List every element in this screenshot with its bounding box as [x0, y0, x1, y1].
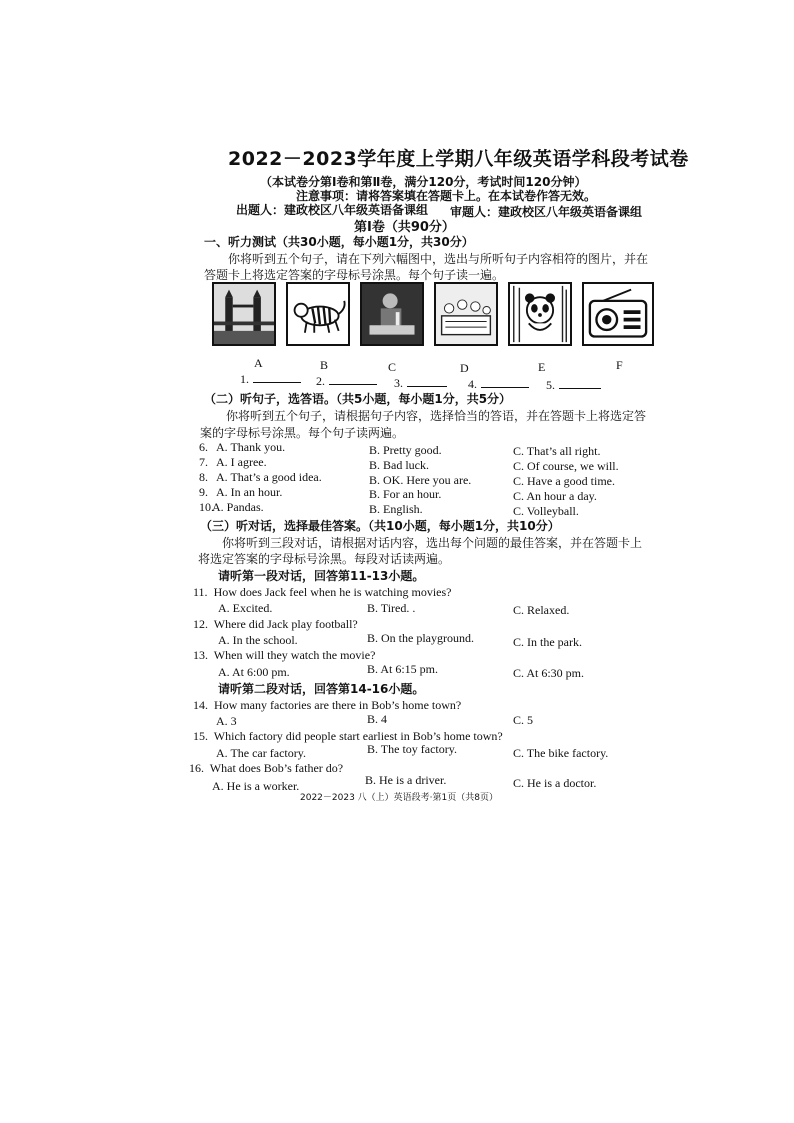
question-10-number: 10. — [199, 500, 214, 514]
question-13-option-c[interactable]: C. At 6:30 pm. — [513, 666, 585, 680]
question-7-option-a[interactable]: A. I agree. — [216, 455, 267, 469]
exam-subtitle: （本试卷分第Ⅰ卷和第Ⅱ卷，满分120分，考试时间120分钟） — [260, 175, 587, 189]
question-8-number: 8. — [199, 470, 208, 484]
answer-blank-4[interactable]: 4. — [468, 377, 529, 392]
picture-c — [360, 282, 424, 346]
question-14-stem: 14. How many factories are there in Bob’s home town? — [193, 698, 462, 712]
picture-b — [286, 282, 350, 346]
exam-notice: 注意事项：请将答案填在答题卡上。在本试卷作答无效。 — [296, 189, 597, 203]
question-6-number: 6. — [199, 440, 208, 454]
question-9-option-c[interactable]: C. An hour a day. — [513, 489, 597, 503]
picture-e — [508, 282, 572, 346]
question-13-stem: 13. When will they watch the movie? — [193, 648, 376, 662]
question-8-option-a[interactable]: A. That’s a good idea. — [216, 470, 322, 484]
question-14-option-b[interactable]: B. 4 — [367, 712, 388, 726]
question-7-number: 7. — [199, 455, 208, 469]
question-6-option-a[interactable]: A. Thank you. — [216, 440, 286, 454]
question-12-stem: 12. Where did Jack play football? — [193, 617, 358, 631]
section1-heading: 一、听力测试（共30小题，每小题1分，共30分） — [204, 235, 474, 249]
question-7-option-b[interactable]: B. Bad luck. — [369, 458, 429, 472]
question-14-option-c[interactable]: C. 5 — [513, 713, 534, 727]
section1-instruction-line1: 你将听到五个句子，请在下列六幅图中，选出与所听句子内容相符的图片，并在 — [228, 252, 649, 266]
section2-heading: （二）听句子，选答语。（共5小题，每小题1分，共5分） — [204, 392, 512, 406]
question-10-option-c[interactable]: C. Volleyball. — [513, 504, 579, 518]
picture-label-e: E — [538, 360, 546, 374]
question-6-option-b[interactable]: B. Pretty good. — [369, 443, 442, 457]
question-10-option-b[interactable]: B. English. — [369, 502, 423, 516]
section3-instruction-line1: 你将听到三段对话，请根据对话内容，选出每个问题的最佳答案，并在答题卡上 — [222, 536, 643, 550]
question-9-option-a[interactable]: A. In an hour. — [216, 485, 283, 499]
section3-instruction-line2: 将选定答案的字母标号涂黑。每段对话读两遍。 — [198, 552, 451, 566]
question-14-option-a[interactable]: A. 3 — [216, 714, 237, 728]
exam-title: 2022－2023学年度上学期八年级英语学科段考试卷 — [228, 148, 689, 170]
question-15-option-b[interactable]: B. The toy factory. — [367, 742, 457, 756]
picture-label-b: B — [320, 358, 329, 372]
exam-reviewer: 审题人：建政校区八年级英语备课组 — [450, 205, 643, 219]
question-12-option-a[interactable]: A. In the school. — [218, 633, 298, 647]
picture-label-c: C — [388, 360, 397, 374]
question-11-stem: 11. How does Jack feel when he is watching movies? — [193, 585, 452, 599]
page-footer: 2022－2023 八（上）英语段考·第1页（共8页） — [300, 793, 498, 803]
question-9-number: 9. — [199, 485, 208, 499]
question-8-option-b[interactable]: B. OK. Here you are. — [369, 473, 472, 487]
question-16-option-a[interactable]: A. He is a worker. — [212, 779, 300, 793]
question-13-option-b[interactable]: B. At 6:15 pm. — [367, 662, 439, 676]
question-15-option-c[interactable]: C. The bike factory. — [513, 746, 609, 760]
tower-bridge-icon — [214, 284, 274, 344]
exam-author: 出题人：建政校区八年级英语备课组 — [236, 203, 429, 217]
question-9-option-b[interactable]: B. For an hour. — [369, 487, 442, 501]
question-6-option-c[interactable]: C. That’s all right. — [513, 444, 601, 458]
picture-label-f: F — [616, 358, 623, 372]
volume-heading: 第Ⅰ卷（共90分） — [354, 220, 455, 235]
question-11-option-b[interactable]: B. Tired. . — [367, 601, 416, 615]
dialog2-prompt: 请听第二段对话，回答第14-16小题。 — [218, 682, 425, 696]
section2-instruction-line1: 你将听到五个句子，请根据句子内容，选择恰当的答语，并在答题卡上将选定答 — [226, 409, 647, 423]
factory-workers-icon — [436, 284, 496, 344]
question-12-option-c[interactable]: C. In the park. — [513, 635, 582, 649]
question-13-option-a[interactable]: A. At 6:00 pm. — [218, 665, 290, 679]
panda-icon — [510, 284, 570, 344]
tiger-icon — [288, 284, 348, 344]
section2-instruction-line2: 案的字母标号涂黑。每个句子读两遍。 — [200, 426, 405, 440]
picture-label-d: D — [460, 361, 469, 375]
answer-blank-3[interactable]: 3. — [394, 376, 447, 391]
answer-blank-5[interactable]: 5. — [546, 378, 601, 393]
picture-d — [434, 282, 498, 346]
picture-f — [582, 282, 654, 346]
picture-label-a: A — [254, 356, 263, 370]
question-15-stem: 15. Which factory did people start earliest in Bob’s home town? — [193, 729, 503, 743]
question-16-stem: 16. What does Bob’s father do? — [189, 761, 344, 775]
question-16-option-b[interactable]: B. He is a driver. — [365, 773, 447, 787]
man-playing-instrument-icon — [362, 284, 422, 344]
question-15-option-a[interactable]: A. The car factory. — [216, 746, 306, 760]
question-16-option-c[interactable]: C. He is a doctor. — [513, 776, 597, 790]
section3-heading: （三）听对话，选择最佳答案。（共10小题，每小题1分，共10分） — [200, 519, 560, 533]
question-11-option-c[interactable]: C. Relaxed. — [513, 603, 570, 617]
answer-blank-1[interactable]: 1. — [240, 372, 301, 387]
picture-a — [212, 282, 276, 346]
section1-instruction-line2: 答题卡上将选定答案的字母标号涂黑。每个句子读一遍。 — [204, 268, 505, 282]
radio-icon — [584, 284, 652, 344]
question-11-option-a[interactable]: A. Excited. — [218, 601, 273, 615]
answer-blank-2[interactable]: 2. — [316, 374, 377, 389]
question-12-option-b[interactable]: B. On the playground. — [367, 631, 474, 645]
question-10-option-a[interactable]: A. Pandas. — [212, 500, 264, 514]
question-8-option-c[interactable]: C. Have a good time. — [513, 474, 615, 488]
dialog1-prompt: 请听第一段对话，回答第11-13小题。 — [218, 569, 425, 583]
question-7-option-c[interactable]: C. Of course, we will. — [513, 459, 619, 473]
